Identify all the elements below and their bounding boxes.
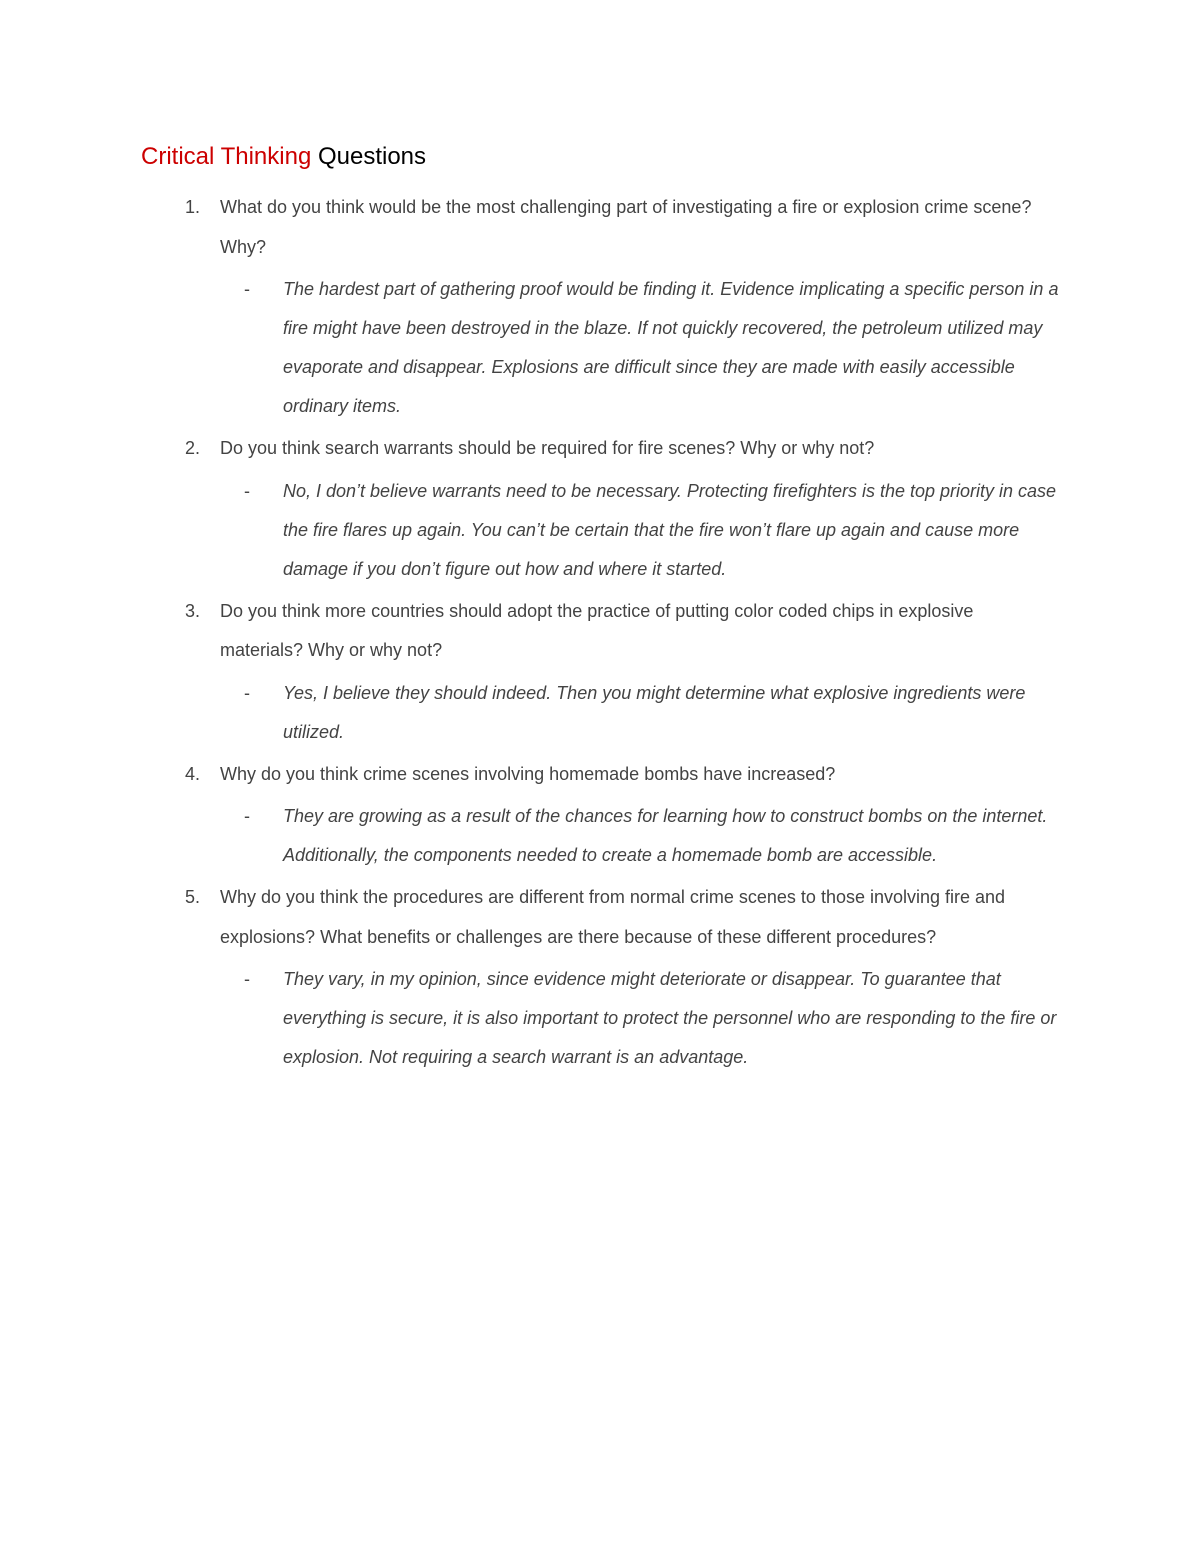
answer-5 bbox=[0, 960, 1063, 1077]
answer-bullet: - bbox=[244, 480, 250, 501]
question-1 bbox=[0, 188, 1050, 267]
answer-text: No, I don’t believe warrants need to be necessary. Protecting firefighters is the top priority in case the fire flares up again. You can’t be certain that the fire won’t flare up again and cause more damage if you don’t figure out how and where it started. bbox=[283, 480, 1057, 579]
question-text: Why do you think the procedures are different from normal crime scenes to those involving fire and explosions? What benefits or challenges are there because of these different procedures? bbox=[220, 887, 1006, 947]
question-2 bbox=[0, 429, 1050, 469]
question-text: Do you think search warrants should be required for fire scenes? Why or why not? bbox=[220, 438, 875, 458]
question-3 bbox=[0, 592, 1050, 671]
title-accent: Critical Thinking bbox=[141, 143, 312, 170]
question-text: What do you think would be the most challenging part of investigating a fire or explosion crime scene? Why? bbox=[220, 197, 1032, 257]
answer-bullet: - bbox=[244, 682, 250, 703]
question-text: Why do you think crime scenes involving homemade bombs have increased? bbox=[220, 763, 836, 784]
question-4 bbox=[0, 755, 1050, 795]
answer-text: They are growing as a result of the chances for learning how to construct bombs on the internet. Additionally, the components needed to create a homemade bomb are accessible. bbox=[283, 806, 1048, 865]
question-list bbox=[0, 188, 1200, 1080]
answer-bullet: - bbox=[244, 279, 250, 299]
question-text: Do you think more countries should adopt the practice of putting color coded chips in explosive materials? Why or why not? bbox=[220, 600, 974, 660]
answer-text: The hardest part of gathering proof would be finding it. Evidence implicating a specific person in a fire might have been destroyed in the blaze. If not quickly recovered, the petroleum utilized may evaporate and disappear. Explosions are difficult since they are made with easily accessible ordinary items. bbox=[283, 279, 1059, 416]
answer-bullet: - bbox=[244, 806, 250, 826]
question-number: 2. bbox=[185, 438, 201, 458]
question-number: 4. bbox=[185, 763, 201, 784]
question-5 bbox=[0, 878, 1050, 957]
answer-text: They vary, in my opinion, since evidence might deteriorate or disappear. To guarantee that everything is secure, it is also important to protect the personnel who are responding to the fire or explosion. Not requiring a search warrant is an advantage. bbox=[283, 969, 1057, 1067]
question-number: 5. bbox=[185, 887, 201, 907]
answer-text: Yes, I believe they should indeed. Then you might determine what explosive ingredients were utilized. bbox=[283, 682, 1026, 742]
page-title bbox=[141, 140, 426, 174]
answer-bullet: - bbox=[244, 969, 250, 989]
title-rest: Questions bbox=[311, 143, 427, 170]
question-number: 3. bbox=[185, 600, 201, 621]
answer-3 bbox=[0, 674, 1063, 752]
answer-4 bbox=[0, 797, 1063, 875]
answer-1 bbox=[0, 270, 1063, 426]
answer-2 bbox=[0, 472, 1063, 589]
question-number: 1. bbox=[185, 197, 201, 217]
